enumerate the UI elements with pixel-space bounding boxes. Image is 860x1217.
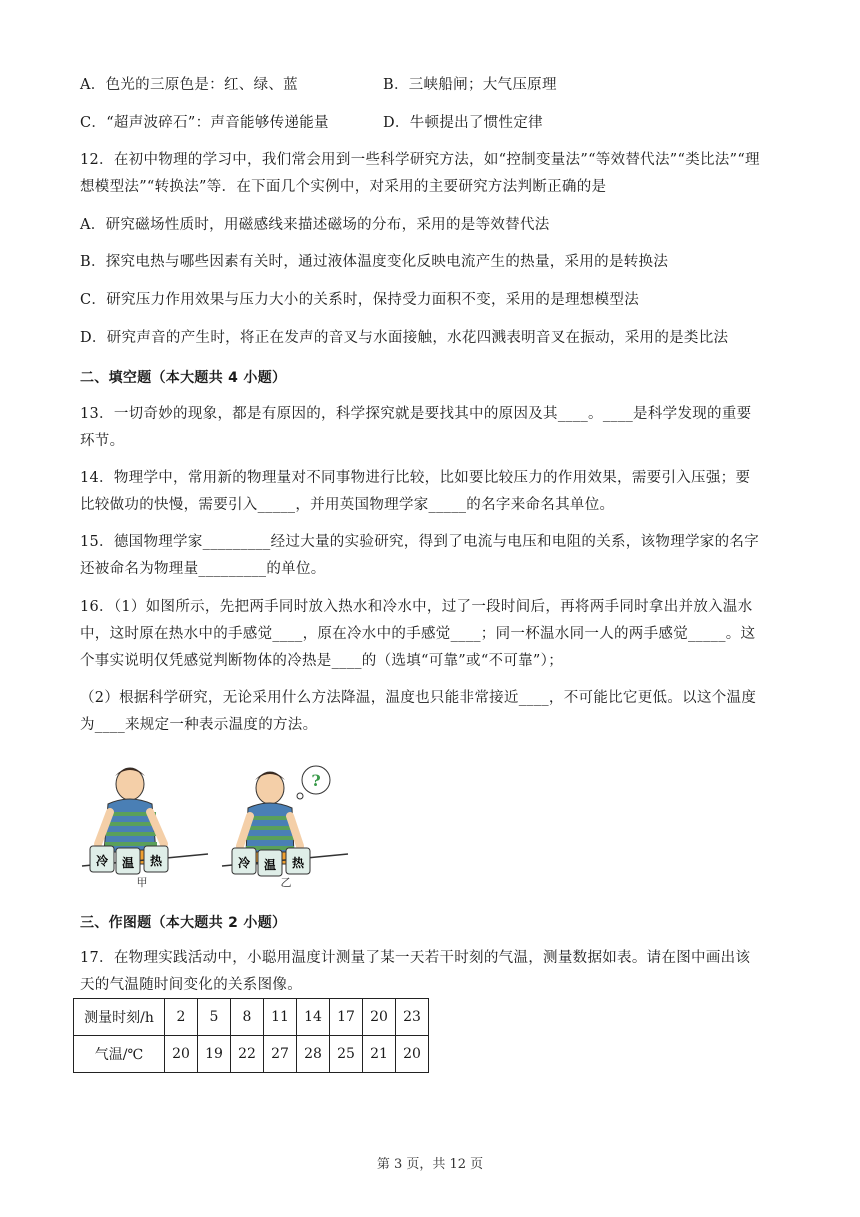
table-row-time <box>74 999 429 1036</box>
right-jar-cold-label: 冷 <box>237 856 251 870</box>
q13-line1: 13．一切奇妙的现象，都是有原因的，科学探究就是要找其中的原因及其____。____是科学发现的重要 <box>80 406 752 422</box>
q12-stem-line2: 想模型法”“转换法”等．在下面几个实例中，对采用的主要研究方法判断正确的是 <box>80 179 607 195</box>
q11-option-a: A．色光的三原色是：红、绿、蓝 <box>80 77 298 93</box>
figure-illustration <box>80 762 360 892</box>
q12-option-d: D．研究声音的产生时，将正在发声的音叉与水面接触，水花四溅表明音叉在振动，采用的是类比法 <box>80 330 729 346</box>
right-jar-hot-label: 热 <box>291 856 305 870</box>
q16-line4: （2）根据科学研究，无论采用什么方法降温，温度也只能非常接近____，不可能比它更低。以这个温度 <box>80 690 757 706</box>
q15-line2: 还被命名为物理量_________的单位。 <box>80 561 326 577</box>
q11-option-c: C．“超声波碎石”：声音能够传递能量 <box>80 115 329 131</box>
table-cell: 5 <box>198 999 231 1036</box>
hand-temperature-figure <box>80 762 360 892</box>
q13-line2: 环节。 <box>80 433 125 449</box>
q16-line2: 中，这时原在热水中的手感觉____，原在冷水中的手感觉____；同一杯温水同一人的两手感觉_____。这 <box>80 626 756 642</box>
section-3-heading: 三、作图题（本大题共 2 小题） <box>80 915 287 931</box>
temperature-table <box>73 998 429 1073</box>
q16-line3: 个事实说明仅凭感觉判断物体的冷热是____的（选填“可靠”或“不可靠”）； <box>80 653 563 669</box>
section-2-heading: 二、填空题（本大题共 4 小题） <box>80 370 287 386</box>
q15-line1: 15．德国物理学家_________经过大量的实验研究，得到了电流与电压和电阻的关系，该物理学家的名字 <box>80 534 759 550</box>
table-cell: 19 <box>198 1036 231 1073</box>
table-row-temperature <box>74 1036 429 1073</box>
q11-option-d: D．牛顿提出了惯性定律 <box>383 115 543 131</box>
q12-option-c: C．研究压力作用效果与压力大小的关系时，保持受力面积不变，采用的是理想模型法 <box>80 292 639 308</box>
table-cell: 14 <box>297 999 330 1036</box>
table-header-time: 测量时刻/h <box>74 999 165 1036</box>
q14-line1: 14．物理学中，常用新的物理量对不同事物进行比较，比如要比较压力的作用效果，需要引入压强；要 <box>80 470 751 486</box>
right-jars <box>232 848 310 876</box>
question-mark-icon: ? <box>311 771 321 790</box>
table-cell: 20 <box>396 1036 429 1073</box>
table-cell: 20 <box>363 999 396 1036</box>
q14-line2: 比较做功的快慢，需要引入_____，并用英国物理学家_____的名字来命名其单位。 <box>80 497 615 513</box>
table-cell: 11 <box>264 999 297 1036</box>
table-cell: 2 <box>165 999 198 1036</box>
caption-right: 乙 <box>280 876 292 889</box>
q11-option-b: B．三峡船闸；大气压原理 <box>383 77 557 93</box>
table-cell: 22 <box>231 1036 264 1073</box>
q16-line1: 16．（1）如图所示，先把两手同时放入热水和冷水中，过了一段时间后，再将两手同时拿出并放入温水 <box>80 599 753 615</box>
left-jar-hot-label: 热 <box>149 854 163 868</box>
table-cell: 27 <box>264 1036 297 1073</box>
q16-line5: 为____来规定一种表示温度的方法。 <box>80 717 318 733</box>
left-jars <box>90 846 168 874</box>
left-jar-warm-label: 温 <box>121 856 135 870</box>
right-jar-warm-label: 温 <box>263 858 277 872</box>
table-cell: 8 <box>231 999 264 1036</box>
q12-option-b: B．探究电热与哪些因素有关时，通过液体温度变化反映电流产生的热量，采用的是转换法 <box>80 254 669 270</box>
left-jar-cold-label: 冷 <box>95 854 109 868</box>
table-cell: 23 <box>396 999 429 1036</box>
table-cell: 25 <box>330 1036 363 1073</box>
q12-option-a: A．研究磁场性质时，用磁感线来描述磁场的分布，采用的是等效替代法 <box>80 217 550 233</box>
table-header-temperature: 气温/℃ <box>74 1036 165 1073</box>
thought-bubble <box>297 766 330 799</box>
table-cell: 21 <box>363 1036 396 1073</box>
table-cell: 28 <box>297 1036 330 1073</box>
page-footer: 第 3 页，共 12 页 <box>376 1157 484 1172</box>
table-cell: 20 <box>165 1036 198 1073</box>
q12-stem-line1: 12．在初中物理的学习中，我们常会用到一些科学研究方法，如“控制变量法”“等效替代法”“类比法”“理 <box>80 152 760 168</box>
table-cell: 17 <box>330 999 363 1036</box>
q17-line2: 天的气温随时间变化的关系图像。 <box>80 977 302 993</box>
q17-line1: 17．在物理实践活动中，小聪用温度计测量了某一天若干时刻的气温，测量数据如表。请在图中画出该 <box>80 950 751 966</box>
caption-left: 甲 <box>136 876 148 889</box>
